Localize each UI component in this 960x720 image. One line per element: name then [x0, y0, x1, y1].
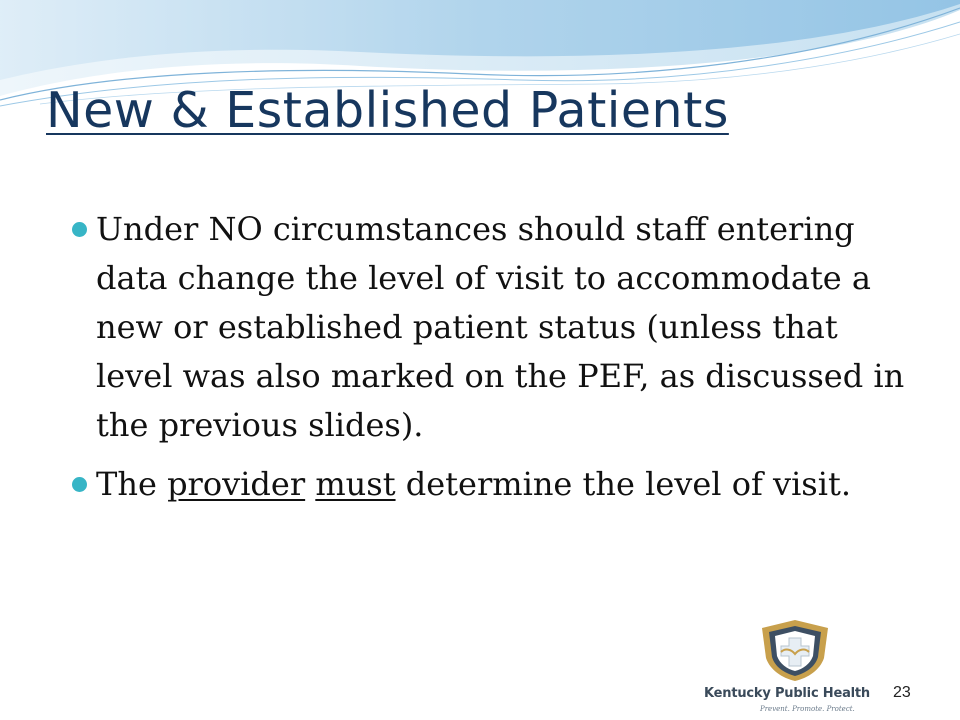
bullet-item-1 — [72, 205, 922, 450]
logo-tagline: Prevent. Promote. Protect. — [760, 705, 855, 713]
logo-name: Kentucky Public Health — [704, 686, 870, 701]
kentucky-public-health-logo — [700, 618, 890, 718]
bullet-text-2-end: determine the level of visit. — [395, 465, 851, 503]
bullet-text-2-must: must — [315, 465, 396, 503]
bullet-text-2-provider: provider — [167, 465, 306, 503]
shield-cross-icon — [758, 618, 832, 682]
bullet-list — [72, 205, 922, 519]
bullet-item-2 — [72, 460, 922, 509]
bullet-text-1: Under NO circumstances should staff entering data change the level of visit to accommodate a new or established patient status (unless that level was also marked on the PEF, as discussed in the previous slides). — [96, 210, 905, 444]
bullet-text-2-space — [305, 465, 315, 503]
bullet-text-2-start: The — [96, 465, 168, 503]
slide-title: New & Established Patients — [46, 82, 729, 139]
bullet-dot-icon — [72, 477, 87, 492]
bullet-dot-icon — [72, 222, 87, 237]
slide-number: 23 — [893, 684, 911, 701]
